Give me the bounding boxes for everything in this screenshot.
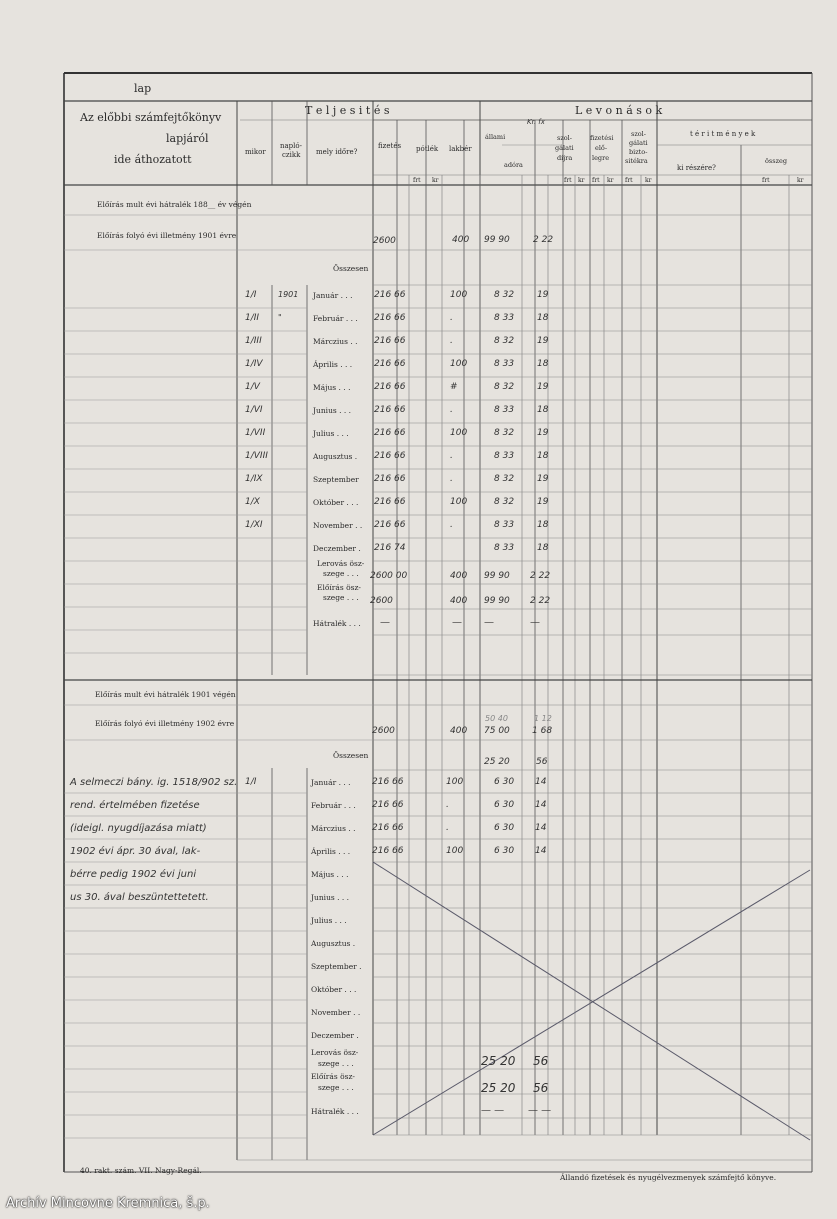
month-state-tax: 8 32 bbox=[494, 497, 515, 507]
month-income-tax: 18 bbox=[537, 405, 549, 415]
footer-left: 40. rakt. szám. VII. Nagy-Regál. bbox=[80, 1166, 202, 1175]
szolg-header: díjra bbox=[557, 154, 573, 162]
lerovas-income-tax: 56 bbox=[533, 1054, 549, 1068]
month-state-tax: 6 30 bbox=[494, 800, 515, 810]
unit-label: frt bbox=[564, 177, 572, 184]
month-rent: 100 bbox=[450, 359, 468, 369]
month-date: 1/II bbox=[245, 313, 260, 323]
month-rent: 100 bbox=[446, 846, 464, 856]
month-income-tax: 18 bbox=[537, 313, 549, 323]
month-state-tax: 6 30 bbox=[494, 777, 515, 787]
unit-label: kr bbox=[578, 177, 585, 184]
month-name: Junius . . . bbox=[311, 893, 350, 902]
month-income-tax: 19 bbox=[537, 497, 549, 507]
month-income-tax: 19 bbox=[537, 382, 549, 392]
salary-value: 2600 bbox=[373, 236, 396, 246]
teljesites-title: T e l j e s i t é s bbox=[305, 104, 390, 117]
unit-label: frt bbox=[413, 177, 421, 184]
month-rent: . bbox=[450, 405, 453, 415]
left-header-line1: Az előbbi számfejtőkönyv bbox=[80, 111, 222, 124]
unit-label: frt bbox=[625, 177, 633, 184]
lakber-header: lakbér bbox=[449, 145, 472, 153]
fizetesi-header: fizetési bbox=[590, 134, 614, 142]
month-income-tax: 18 bbox=[537, 520, 549, 530]
month-state-tax: 6 30 bbox=[494, 846, 515, 856]
month-income-tax: 19 bbox=[537, 474, 549, 484]
rent-value: 400 bbox=[450, 726, 468, 736]
biztositas-header: gálati bbox=[629, 139, 648, 147]
month-rent: 100 bbox=[446, 777, 464, 787]
naplo-header: napló- bbox=[280, 142, 302, 150]
month-date: 1/XI bbox=[245, 520, 263, 530]
eloiras-state-tax: 25 20 bbox=[481, 1081, 516, 1095]
month-income-tax: 14 bbox=[535, 800, 547, 810]
arrears-label: Hátralék . . . bbox=[311, 1107, 359, 1116]
month-salary: 216 66 bbox=[374, 290, 406, 300]
month-income-tax: 19 bbox=[537, 428, 549, 438]
month-name: Február . . . bbox=[313, 314, 358, 323]
month-rent: # bbox=[450, 382, 458, 392]
month-name: Deczember . bbox=[311, 1031, 359, 1040]
month-income-tax: 19 bbox=[537, 290, 549, 300]
handwritten-note-line: us 30. ával beszüntettetett. bbox=[70, 892, 209, 903]
month-name: Augusztus . bbox=[313, 452, 358, 461]
eloiras-label: szege . . . bbox=[318, 1083, 354, 1092]
month-name: Augusztus . bbox=[311, 939, 356, 948]
month-rent: . bbox=[450, 336, 453, 346]
month-date: 1/VII bbox=[245, 428, 266, 438]
lerovas-label: Lerovás ösz- bbox=[317, 559, 365, 568]
month-salary: 216 66 bbox=[374, 405, 406, 415]
lerovas-salary: 2600 00 bbox=[370, 571, 408, 581]
unit-label: kr bbox=[607, 177, 614, 184]
month-name: Márczius . . bbox=[313, 337, 358, 346]
biztositas-header: bizto- bbox=[629, 148, 648, 156]
unit-label: frt bbox=[762, 177, 770, 184]
month-date: 1/III bbox=[245, 336, 262, 346]
income-tax-value: 1 68 bbox=[532, 726, 553, 736]
allami-sub-header: adóra bbox=[504, 161, 523, 169]
lerovas-label: szege . . . bbox=[318, 1059, 354, 1068]
month-name: Október . . . bbox=[311, 985, 357, 994]
month-name: Szeptember bbox=[313, 475, 359, 484]
lerovas-state-tax: 25 20 bbox=[481, 1054, 516, 1068]
month-name: Január . . . bbox=[311, 778, 351, 787]
month-name: Márczius . . bbox=[311, 824, 356, 833]
month-name: Szeptember . bbox=[311, 962, 362, 971]
total-label: Összesen bbox=[333, 751, 369, 760]
month-name: Julius . . . bbox=[311, 916, 347, 925]
prior-arrears-label: Előírás mult évi hátralék 1901 végén bbox=[95, 690, 236, 699]
lerovas-state-tax: 99 90 bbox=[484, 571, 510, 581]
month-date: 1/V bbox=[245, 382, 260, 392]
teritmenyek-header: t é r i t m é n y e k bbox=[690, 130, 756, 138]
state-tax-struck: 50 40 bbox=[485, 714, 508, 723]
month-rent: . bbox=[450, 520, 453, 530]
arrears-dash: — bbox=[452, 617, 462, 628]
eloiras-rent: 400 bbox=[450, 596, 468, 606]
month-name: November . . bbox=[311, 1008, 361, 1017]
month-date: 1/I bbox=[245, 290, 257, 300]
month-income-tax: 14 bbox=[535, 846, 547, 856]
left-header-line2: lapjáról bbox=[166, 132, 209, 145]
month-rent: . bbox=[450, 451, 453, 461]
fizetesi-header: legre bbox=[592, 154, 610, 162]
unit-label: kr bbox=[432, 177, 439, 184]
month-date: 1/IV bbox=[245, 359, 263, 369]
month-salary: 216 66 bbox=[372, 777, 404, 787]
arrears-label: Hátralék . . . bbox=[313, 619, 361, 628]
naplo-header: czikk bbox=[282, 151, 301, 159]
month-salary: 216 66 bbox=[374, 382, 406, 392]
eloiras-label: szege . . . bbox=[323, 593, 359, 602]
month-salary: 216 66 bbox=[374, 520, 406, 530]
arrears-income-tax: — — bbox=[528, 1105, 552, 1116]
month-name: Február . . . bbox=[311, 801, 356, 810]
eloiras-income-tax: 2 22 bbox=[530, 596, 551, 606]
month-salary: 216 66 bbox=[372, 823, 404, 833]
month-date: 1/IX bbox=[245, 474, 263, 484]
month-state-tax: 8 33 bbox=[494, 405, 515, 415]
income-tax-value: 2 22 bbox=[533, 235, 554, 245]
month-name: Május . . . bbox=[313, 383, 351, 392]
month-state-tax: 8 32 bbox=[494, 336, 515, 346]
month-income-tax: 14 bbox=[535, 823, 547, 833]
unit-label: frt bbox=[592, 177, 600, 184]
month-salary: 216 66 bbox=[374, 451, 406, 461]
month-state-tax: 8 33 bbox=[494, 543, 515, 553]
eloiras-label: Előírás ösz- bbox=[317, 583, 361, 592]
month-state-tax: 8 33 bbox=[494, 359, 515, 369]
fizetesi-header: elő- bbox=[595, 144, 608, 152]
month-salary: 216 74 bbox=[374, 543, 406, 553]
month-income-tax: 18 bbox=[537, 359, 549, 369]
arrears-dash: — bbox=[380, 617, 390, 628]
unit-label: kr bbox=[797, 177, 804, 184]
month-name: Április . . . bbox=[313, 360, 353, 369]
month-salary: 216 66 bbox=[372, 800, 404, 810]
archive-watermark: Archív Mincovne Kremnica, š.p. bbox=[6, 1196, 210, 1211]
ki-reszere-header: ki részére? bbox=[677, 164, 716, 172]
cancel-cross-line bbox=[373, 870, 810, 1135]
month-salary: 216 66 bbox=[374, 313, 406, 323]
lerovas-label: szege . . . bbox=[323, 569, 359, 578]
mely-header: mely időre? bbox=[316, 148, 358, 156]
month-rent: 100 bbox=[450, 497, 468, 507]
month-name: Junius . . . bbox=[313, 406, 352, 415]
allami-header: állami bbox=[485, 133, 506, 141]
month-name: Január . . . bbox=[313, 291, 353, 300]
income-tax-struck: 1 12 bbox=[534, 714, 552, 723]
month-state-tax: 6 30 bbox=[494, 823, 515, 833]
month-date: 1/VI bbox=[245, 405, 263, 415]
left-header-line3: ide áthozatott bbox=[114, 153, 192, 166]
month-name: Április . . . bbox=[311, 847, 351, 856]
month-state-tax: 8 32 bbox=[494, 474, 515, 484]
page-label: lap bbox=[134, 82, 152, 95]
total-label: Összesen bbox=[333, 264, 369, 273]
month-rent: . bbox=[446, 800, 449, 810]
szolg-header: gálati bbox=[555, 144, 574, 152]
month-rent: 100 bbox=[450, 428, 468, 438]
month-rent: . bbox=[446, 823, 449, 833]
current-salary-label: Előírás folyó évi illetmény 1902 évre bbox=[95, 719, 235, 728]
month-state-tax: 8 32 bbox=[494, 382, 515, 392]
month-salary: 216 66 bbox=[374, 336, 406, 346]
month-date: 1/VIII bbox=[245, 451, 268, 461]
mikor-header: mikor bbox=[245, 148, 266, 156]
month-state-tax: 8 32 bbox=[494, 428, 515, 438]
month-salary: 216 66 bbox=[374, 474, 406, 484]
month-rent: . bbox=[450, 474, 453, 484]
month-income-tax: 18 bbox=[537, 543, 549, 553]
arrears-dash: — bbox=[484, 617, 494, 628]
handwritten-note-line: bérre pedig 1902 évi juni bbox=[70, 869, 197, 880]
month-journal: " bbox=[278, 313, 282, 322]
month-state-tax: 8 33 bbox=[494, 451, 515, 461]
eloiras-label: Előírás ösz- bbox=[311, 1072, 355, 1081]
month-state-tax: 8 33 bbox=[494, 520, 515, 530]
total-state-tax: 25 20 bbox=[484, 757, 510, 767]
handwritten-note-line: (ideigl. nyugdíjazása miatt) bbox=[70, 823, 207, 834]
handwritten-note-line: rend. értelmében fizetése bbox=[70, 800, 200, 811]
state-tax-value: 75 00 bbox=[484, 726, 510, 736]
month-date: 1/I bbox=[245, 777, 257, 787]
arrears-dash: — bbox=[530, 617, 540, 628]
current-salary-label: Előírás folyó évi illetmény 1901 évre bbox=[97, 231, 237, 240]
biztositas-header: szol- bbox=[631, 130, 646, 138]
levonasok-title: L e v o n á s o k bbox=[575, 104, 663, 117]
osszeg-header: összeg bbox=[765, 157, 788, 165]
month-salary: 216 66 bbox=[374, 497, 406, 507]
month-rent: . bbox=[450, 313, 453, 323]
month-name: Julius . . . bbox=[313, 429, 349, 438]
month-state-tax: 8 32 bbox=[494, 290, 515, 300]
month-date: 1/X bbox=[245, 497, 260, 507]
arrears-state-tax: — — bbox=[481, 1105, 505, 1116]
eloiras-state-tax: 99 90 bbox=[484, 596, 510, 606]
unit-label: kr bbox=[645, 177, 652, 184]
eloiras-salary: 2600 bbox=[370, 596, 393, 606]
month-name: November . . bbox=[313, 521, 363, 530]
lerovas-rent: 400 bbox=[450, 571, 468, 581]
fizetes-header: fizetés bbox=[378, 142, 402, 150]
prior-arrears-label: Előírás mult évi hátralék 188__ év végén bbox=[97, 200, 252, 209]
cancel-cross-line bbox=[373, 862, 810, 1140]
eloiras-income-tax: 56 bbox=[533, 1081, 549, 1095]
szolg-header: szol- bbox=[557, 134, 572, 142]
jovedelmi-header: Kr. fx bbox=[527, 118, 545, 126]
month-income-tax: 14 bbox=[535, 777, 547, 787]
salary-value: 2600 bbox=[372, 726, 395, 736]
month-salary: 216 66 bbox=[374, 359, 406, 369]
month-name: Deczember . bbox=[313, 544, 361, 553]
total-income-tax: 56 bbox=[536, 757, 548, 767]
month-income-tax: 18 bbox=[537, 451, 549, 461]
handwritten-note-line: A selmeczi bány. ig. 1518/902 sz. bbox=[70, 777, 238, 788]
potlek-header: pótlék bbox=[416, 145, 439, 153]
month-salary: 216 66 bbox=[372, 846, 404, 856]
lerovas-income-tax: 2 22 bbox=[530, 571, 551, 581]
month-income-tax: 19 bbox=[537, 336, 549, 346]
month-salary: 216 66 bbox=[374, 428, 406, 438]
lerovas-label: Lerovás ösz- bbox=[311, 1048, 359, 1057]
rent-value: 400 bbox=[452, 235, 470, 245]
footer-right: Állandó fizetések és nyugélvezmenyek számfejtő könyve. bbox=[560, 1173, 777, 1182]
handwritten-note-line: 1902 évi ápr. 30 ával, lak- bbox=[70, 846, 201, 857]
state-tax-value: 99 90 bbox=[484, 235, 510, 245]
month-state-tax: 8 33 bbox=[494, 313, 515, 323]
biztositas-header: sitékra bbox=[625, 157, 648, 165]
month-journal: 1901 bbox=[278, 290, 299, 299]
month-name: Október . . . bbox=[313, 498, 359, 507]
month-rent: 100 bbox=[450, 290, 468, 300]
month-name: Május . . . bbox=[311, 870, 349, 879]
